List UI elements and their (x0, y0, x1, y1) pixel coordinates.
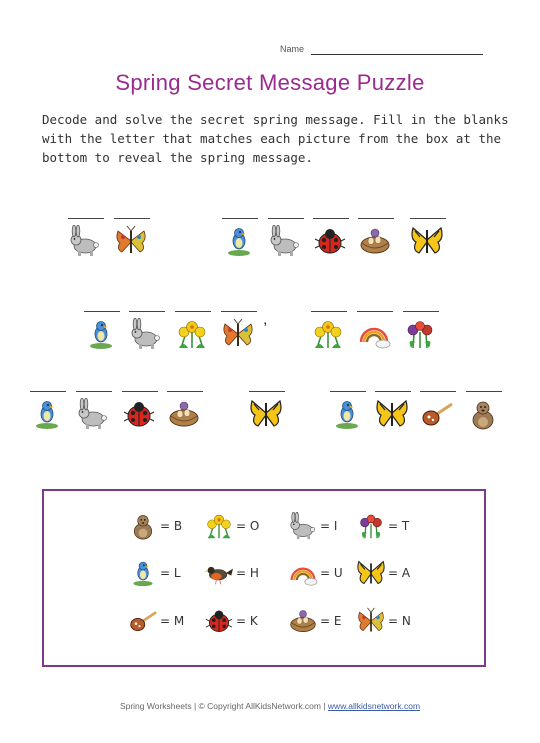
tulips-icon (403, 318, 437, 350)
butterfly-red-icon (356, 607, 386, 635)
rabbit-icon (268, 225, 302, 257)
nest-icon (288, 607, 318, 635)
letter-slot[interactable] (330, 390, 368, 430)
flowers-yellow-icon (311, 318, 345, 350)
letter-slot[interactable] (221, 310, 259, 350)
key-entry (356, 511, 409, 541)
key-letter: = B (160, 519, 183, 533)
key-entry (128, 606, 184, 636)
key-entry (288, 606, 341, 636)
answer-blank[interactable] (167, 390, 203, 392)
answer-blank[interactable] (222, 217, 258, 219)
footer-link[interactable]: www.allkidsnetwork.com (327, 701, 421, 711)
letter-slot[interactable] (410, 217, 448, 257)
rabbit-icon (68, 225, 102, 257)
key-entry (204, 558, 259, 588)
answer-blank[interactable] (30, 390, 66, 392)
letter-slot[interactable] (357, 310, 395, 350)
name-label: Name (280, 44, 305, 54)
butterfly-yellow-icon (410, 225, 444, 257)
answer-blank[interactable] (175, 310, 211, 312)
key-entry (204, 606, 258, 636)
letter-slot[interactable] (466, 390, 504, 430)
letter-slot[interactable] (222, 217, 260, 257)
butterfly-yellow-icon (356, 559, 386, 587)
butterfly-red-icon (114, 225, 148, 257)
ladybug-icon (204, 607, 234, 635)
key-entry (288, 558, 343, 588)
key-entry (204, 511, 259, 541)
nest-icon (358, 225, 392, 257)
letter-slot[interactable] (249, 390, 287, 430)
answer-blank[interactable] (84, 310, 120, 312)
key-letter: = O (236, 519, 260, 533)
robin-icon (204, 559, 234, 587)
answer-blank[interactable] (221, 310, 257, 312)
bird-blue-icon (30, 398, 64, 430)
key-letter: = A (388, 566, 411, 580)
groundhog-icon (128, 512, 158, 540)
ladybug-icon (313, 225, 347, 257)
letter-slot[interactable] (76, 390, 114, 430)
answer-blank[interactable] (313, 217, 349, 219)
letter-slot[interactable] (122, 390, 160, 430)
letter-slot[interactable] (358, 217, 396, 257)
key-letter: = H (236, 566, 259, 580)
answer-blank[interactable] (410, 217, 446, 219)
key-letter: = T (388, 519, 410, 533)
key-letter: = I (320, 519, 338, 533)
letter-slot[interactable] (403, 310, 441, 350)
tulips-icon (356, 512, 386, 540)
letter-slot[interactable] (114, 217, 152, 257)
key-letter: = N (388, 614, 411, 628)
name-field-line[interactable] (311, 54, 483, 55)
answer-key-box (42, 489, 486, 667)
answer-blank[interactable] (420, 390, 456, 392)
letter-slot[interactable] (30, 390, 68, 430)
answer-blank[interactable] (330, 390, 366, 392)
key-entry (288, 511, 337, 541)
bird-blue-icon (128, 559, 158, 587)
letter-slot[interactable] (375, 390, 413, 430)
answer-blank[interactable] (68, 217, 104, 219)
mallet-icon (128, 607, 158, 635)
nest-icon (167, 398, 201, 430)
key-entry (356, 606, 411, 636)
rainbow-icon (357, 318, 391, 350)
bird-blue-icon (330, 398, 364, 430)
answer-blank[interactable] (375, 390, 411, 392)
flowers-yellow-icon (175, 318, 209, 350)
letter-slot[interactable] (84, 310, 122, 350)
letter-slot[interactable] (167, 390, 205, 430)
letter-slot[interactable] (175, 310, 213, 350)
letter-slot[interactable] (311, 310, 349, 350)
answer-blank[interactable] (114, 217, 150, 219)
key-entry (128, 511, 182, 541)
footer-text: Spring Worksheets | © Copyright AllKidsNetwork.com | (119, 701, 328, 711)
key-letter: = K (236, 614, 258, 628)
key-letter: = U (320, 566, 343, 580)
answer-blank[interactable] (76, 390, 112, 392)
rainbow-icon (288, 559, 318, 587)
ladybug-icon (122, 398, 156, 430)
answer-blank[interactable] (268, 217, 304, 219)
answer-blank[interactable] (249, 390, 285, 392)
butterfly-yellow-icon (375, 398, 409, 430)
butterfly-red-icon (221, 318, 255, 350)
rabbit-icon (129, 318, 163, 350)
answer-blank[interactable] (357, 310, 393, 312)
key-entry (128, 558, 181, 588)
letter-slot[interactable] (313, 217, 351, 257)
letter-slot[interactable] (68, 217, 106, 257)
answer-blank[interactable] (311, 310, 347, 312)
rabbit-icon (76, 398, 110, 430)
answer-blank[interactable] (129, 310, 165, 312)
bird-blue-icon (222, 225, 256, 257)
key-letter: = L (160, 566, 181, 580)
instructions-text: Decode and solve the secret spring message. Fill in the blanks with the letter that matches each picture from the box at the bottom to reveal the spring message. (42, 112, 509, 165)
key-letter: = M (160, 614, 185, 628)
answer-blank[interactable] (122, 390, 158, 392)
bird-blue-icon (84, 318, 118, 350)
answer-blank[interactable] (403, 310, 439, 312)
letter-slot[interactable] (129, 310, 167, 350)
page-title: Spring Secret Message Puzzle (115, 70, 425, 95)
key-letter: = E (320, 614, 342, 628)
answer-blank[interactable] (466, 390, 502, 392)
rabbit-icon (288, 512, 318, 540)
answer-blank[interactable] (358, 217, 394, 219)
letter-slot[interactable] (420, 390, 458, 430)
letter-slot[interactable] (268, 217, 306, 257)
butterfly-yellow-icon (249, 398, 283, 430)
footer (0, 701, 540, 711)
flowers-yellow-icon (204, 512, 234, 540)
comma-mark: , (263, 311, 268, 328)
mallet-icon (420, 398, 454, 430)
groundhog-icon (466, 398, 500, 430)
key-entry (356, 558, 410, 588)
